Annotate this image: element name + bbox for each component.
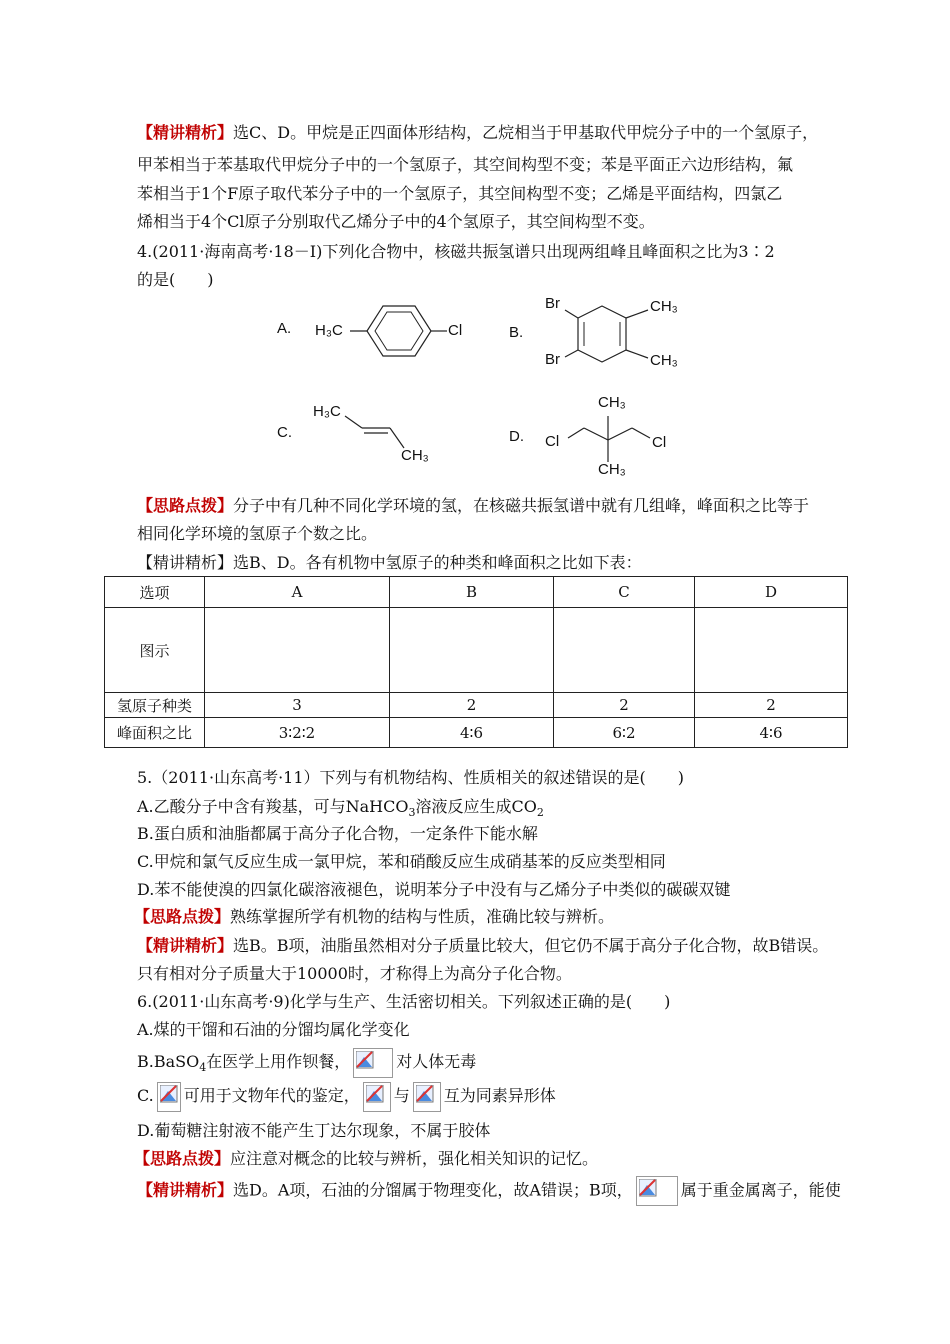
broken-image-icon bbox=[353, 1048, 393, 1078]
option-a-cl: Cl bbox=[448, 322, 463, 339]
q6-answer-tag: 【精讲精析】 bbox=[137, 1180, 234, 1200]
option-c-structure bbox=[340, 410, 410, 455]
hint-line-1 bbox=[137, 495, 809, 517]
table-header-row bbox=[105, 577, 848, 608]
q5-answer-text-1: 选B。B项，油脂虽然相对分子质量比较大，但它仍不属于高分子化合物，故B错误。 bbox=[233, 936, 829, 955]
q6-option-a: A.煤的干馏和石油的分馏均属化学变化 bbox=[137, 1020, 410, 1039]
q6-b-text-1: B.BaSO bbox=[137, 1052, 200, 1071]
broken-image-icon bbox=[636, 1176, 678, 1206]
q6-c-text-1: C. bbox=[137, 1086, 154, 1105]
table-cell: 2 bbox=[695, 693, 848, 718]
q5-stem: 5.（2011·山东高考·11）下列与有机物结构、性质相关的叙述错误的是( ) bbox=[137, 768, 685, 787]
q6-b-text-2: 在医学上用作钡餐， bbox=[206, 1052, 351, 1071]
option-d-ch3-top: CH₃ bbox=[598, 394, 626, 411]
q5-hint-text: 熟练掌握所学有机物的结构与性质，准确比较与辨析。 bbox=[230, 907, 615, 926]
q6-c-text-4: 互为同素异形体 bbox=[443, 1086, 556, 1105]
broken-image-icon bbox=[363, 1082, 391, 1112]
option-a-label: A. bbox=[277, 320, 292, 337]
table-cell: 2 bbox=[390, 693, 554, 718]
q5-answer-tag: 【精讲精析】 bbox=[137, 936, 234, 955]
q6-hint bbox=[134, 1148, 598, 1170]
q6-answer-1 bbox=[137, 1176, 841, 1206]
q6-hint-text: 应注意对概念的比较与辨析，强化相关知识的记忆。 bbox=[230, 1149, 599, 1168]
table-cell: 3∶2∶2 bbox=[205, 718, 390, 748]
q5-a-text-2: 溶液反应生成CO bbox=[415, 797, 537, 816]
q5-a-sub-1: 3 bbox=[408, 806, 416, 820]
table-row bbox=[105, 693, 848, 718]
q6-answer-text-2: 属于重金属离子，能使 bbox=[680, 1180, 841, 1200]
option-b-ch3-bottom: CH₃ bbox=[650, 352, 678, 369]
hint-line-2: 相同化学环境的氢原子个数之比。 bbox=[137, 524, 378, 543]
analysis-text-1: 选C、D。甲烷是正四面体形结构，乙烷相当于甲基取代甲烷分子中的一个氢原子， bbox=[233, 123, 819, 142]
option-d-structure bbox=[560, 410, 660, 470]
q5-a-sub-2: 2 bbox=[536, 806, 544, 820]
comparison-table bbox=[104, 576, 848, 748]
table-header: D bbox=[695, 577, 848, 608]
option-d-ch3-bottom: CH₃ bbox=[598, 461, 626, 478]
q5-answer-2: 只有相对分子质量大于10000时，才称得上为高分子化合物。 bbox=[137, 964, 572, 983]
analysis-line-1 bbox=[137, 122, 818, 144]
q6-hint-tag: 【思路点拨】 bbox=[134, 1149, 231, 1168]
q6-c-text-3: 与 bbox=[393, 1086, 410, 1105]
q5-option-c: C.甲烷和氯气反应生成一氯甲烷，苯和硝酸反应生成硝基苯的反应类型相同 bbox=[137, 852, 666, 871]
broken-image-icon bbox=[413, 1082, 441, 1112]
q6-option-b bbox=[137, 1047, 476, 1083]
table-cell: 氢原子种类 bbox=[105, 693, 205, 718]
option-a-h3c: H₃C bbox=[315, 322, 343, 339]
option-d-cl-left: Cl bbox=[545, 433, 560, 450]
table-header: B bbox=[390, 577, 554, 608]
option-c-h3c: H₃C bbox=[313, 403, 341, 420]
q4-stem-2: 的是( ) bbox=[137, 270, 214, 289]
option-b-ch3-top: CH₃ bbox=[650, 298, 678, 315]
table-cell: 4∶6 bbox=[390, 718, 554, 748]
option-d-label: D. bbox=[509, 428, 524, 445]
table-header: C bbox=[554, 577, 695, 608]
q5-hint bbox=[134, 906, 614, 928]
q5-option-b: B.蛋白质和油脂都属于高分子化合物，一定条件下能水解 bbox=[137, 824, 538, 843]
option-b-br-top: Br bbox=[545, 295, 560, 312]
q5-hint-tag: 【思路点拨】 bbox=[134, 907, 231, 926]
table-figure-cell bbox=[695, 608, 848, 693]
broken-image-icon bbox=[157, 1082, 181, 1112]
q5-option-a bbox=[137, 796, 544, 824]
table-cell: 图示 bbox=[105, 608, 205, 693]
table-header: 选项 bbox=[105, 577, 205, 608]
option-a-structure bbox=[345, 300, 455, 364]
table-row bbox=[105, 718, 848, 748]
analysis-line-4: 烯相当于4个Cl原子分别取代乙烯分子中的4个氢原子，其空间构型不变。 bbox=[137, 212, 655, 231]
table-figure-cell bbox=[390, 608, 554, 693]
q5-answer-1 bbox=[137, 935, 828, 957]
q6-b-text-3: 对人体无毒 bbox=[396, 1052, 477, 1071]
q5-option-d: D.苯不能使溴的四氯化碳溶液褪色，说明苯分子中没有与乙烯分子中类似的碳碳双键 bbox=[137, 880, 731, 899]
table-figure-cell bbox=[554, 608, 695, 693]
option-c-ch3: CH₃ bbox=[401, 447, 429, 464]
table-cell: 2 bbox=[554, 693, 695, 718]
analysis-line-3: 苯相当于1个F原子取代苯分子中的一个氢原子，其空间构型不变；乙烯是平面结构，四氯乙 bbox=[137, 184, 783, 203]
q4-stem-1: 4.(2011·海南高考·18－I)下列化合物中，核磁共振氢谱只出现两组峰且峰面积之比为3∶2 bbox=[137, 242, 775, 261]
option-c-label: C. bbox=[277, 424, 292, 441]
table-cell: 峰面积之比 bbox=[105, 718, 205, 748]
q6-option-d: D.葡萄糖注射液不能产生丁达尔现象，不属于胶体 bbox=[137, 1121, 491, 1140]
table-figure-row bbox=[105, 608, 848, 693]
table-intro: 【精讲精析】选B、D。各有机物中氢原子的种类和峰面积之比如下表： bbox=[137, 553, 642, 572]
option-b-structure bbox=[560, 300, 655, 370]
analysis-line-2: 甲苯相当于苯基取代甲烷分子中的一个氢原子，其空间构型不变；苯是平面正六边形结构，氟 bbox=[137, 155, 794, 174]
q5-a-text-1: A.乙酸分子中含有羧基，可与NaHCO bbox=[137, 797, 409, 816]
table-cell: 6∶2 bbox=[554, 718, 695, 748]
hint-text-1: 分子中有几种不同化学环境的氢，在核磁共振氢谱中就有几组峰，峰面积之比等于 bbox=[233, 496, 810, 515]
hint-tag: 【思路点拨】 bbox=[137, 496, 234, 515]
table-cell: 4∶6 bbox=[695, 718, 848, 748]
q6-option-c bbox=[137, 1081, 556, 1112]
table-figure-cell bbox=[205, 608, 390, 693]
q6-c-text-2: 可用于文物年代的鉴定， bbox=[183, 1086, 360, 1105]
analysis-tag: 【精讲精析】 bbox=[137, 123, 234, 142]
table-header: A bbox=[205, 577, 390, 608]
option-b-br-bottom: Br bbox=[545, 351, 560, 368]
table-cell: 3 bbox=[205, 693, 390, 718]
q6-b-sub: 4 bbox=[199, 1061, 207, 1075]
q6-answer-text-1: 选D。A项，石油的分馏属于物理变化，故A错误；B项， bbox=[233, 1180, 633, 1200]
option-d-cl-right: Cl bbox=[652, 434, 667, 451]
q6-stem: 6.(2011·山东高考·9)化学与生产、生活密切相关。下列叙述正确的是( ) bbox=[137, 992, 671, 1011]
option-b-label: B. bbox=[509, 324, 524, 341]
